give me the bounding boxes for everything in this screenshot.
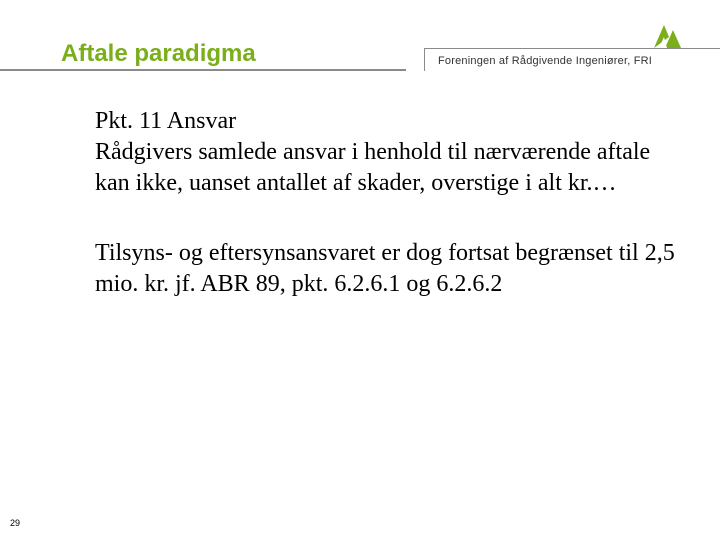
fri-logo-icon [650, 20, 686, 50]
liability-paragraph: Rådgivers samlede ansvar i henhold til nærværende aftale kan ikke, uanset antallet af skader, overstige i alt kr.… [95, 139, 651, 196]
section-heading: Pkt. 11 Ansvar [95, 108, 237, 134]
header-divider [0, 69, 406, 71]
slide-title: Aftale paradigma [61, 40, 256, 67]
page-number: 29 [10, 518, 21, 528]
paragraph-spacer [95, 199, 685, 238]
slide-content [95, 106, 685, 300]
supervision-paragraph: Tilsyns- og eftersynsansvaret er dog fortsat begrænset til 2,5 mio. kr. jf. ABR 89, pkt. 6.2.6.1 og 6.2.6.2 [95, 240, 675, 297]
organization-name: Foreningen af Rådgivende Ingeniører, FRI [438, 55, 653, 67]
